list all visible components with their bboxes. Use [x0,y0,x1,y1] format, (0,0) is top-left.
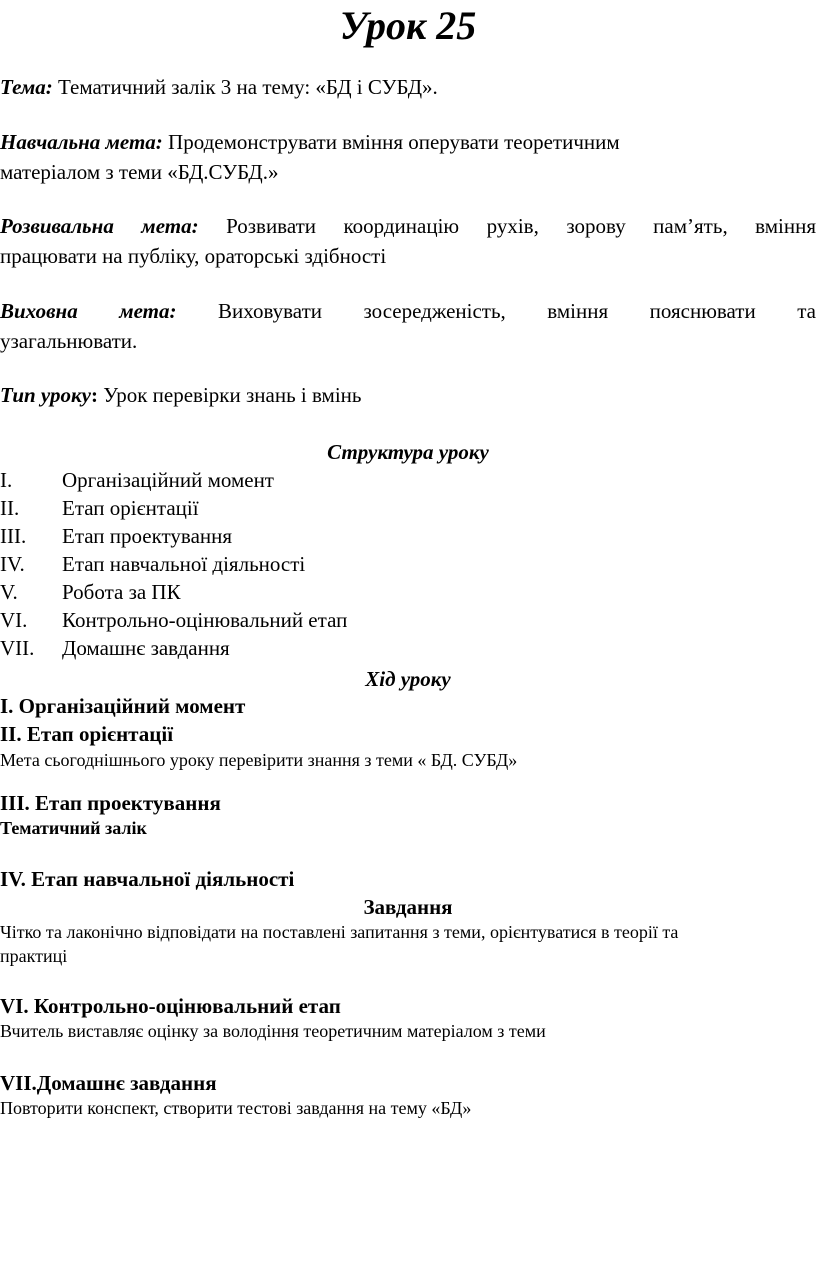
developmental-goal-line1 [0,211,816,241]
section-homework-text: Повторити конспект, створити тестові завдання на тему «БД» [0,1098,472,1118]
section-orientation: II. Етап орієнтації [0,722,174,746]
lesson-type-line [0,380,816,410]
structure-item [0,634,230,662]
section-design-text: Тематичний залік [0,818,147,838]
section-assessment-text: Вчитель виставляє оцінку за володіння теоретичним матеріалом з теми [0,1021,546,1041]
structure-item-text: Контрольно-оцінювальний етап [62,608,348,632]
upbringing-goal-line2: узагальнювати. [0,329,138,353]
task-text-line2: практиці [0,946,68,966]
structure-item [0,578,181,606]
lesson-type-text: Урок перевірки знань і вмінь [103,383,362,407]
structure-item-text: Домашнє завдання [62,636,230,660]
task-heading: Завдання [363,895,453,919]
upbringing-goal-text: Виховувати зосередженість, вміння пояснювати та [218,299,816,323]
lesson-type-label: Тип уроку [0,383,91,407]
task-text-line1: Чітко та лаконічно відповідати на поставлені запитання з теми, орієнтуватися в теорії та [0,922,679,942]
lesson-title: Урок 25 [339,3,477,48]
developmental-goal-text: Розвивати координацію рухів, зорову пам’ять, вміння [226,214,816,238]
educational-goal-line1 [0,127,816,157]
upbringing-goal-label: Виховна мета: [0,299,177,323]
structure-item [0,550,305,578]
section-homework: VII.Домашнє завдання [0,1071,217,1095]
developmental-goal-label: Розвивальна мета: [0,214,199,238]
structure-item-number: II. [0,496,20,520]
developmental-goal-line2: працювати на публіку, ораторські здібності [0,244,387,268]
educational-goal-text: Продемонструвати вміння оперувати теоретичним [168,130,620,154]
section-assessment: VI. Контрольно-оцінювальний етап [0,994,341,1018]
structure-item [0,466,274,494]
structure-item-number: IV. [0,552,25,576]
structure-heading: Структура уроку [327,440,489,464]
topic-text: Тематичний залік 3 на тему: «БД і СУБД». [58,75,438,99]
structure-item [0,522,232,550]
section-orientation-text: Мета сьогоднішнього уроку перевірити знання з теми « БД. СУБД» [0,750,518,770]
structure-item [0,606,347,634]
structure-item-number: V. [0,580,18,604]
topic-line [0,72,816,102]
course-heading: Хід уроку [365,667,451,691]
developmental-goal [0,211,816,271]
structure-item-text: Етап проектування [62,524,233,548]
upbringing-goal [0,296,816,356]
structure-item-text: Етап навчальної діяльності [62,552,306,576]
structure-item-number: III. [0,524,27,548]
structure-item-text: Робота за ПК [62,580,181,604]
educational-goal-label: Навчальна мета: [0,130,163,154]
educational-goal [0,127,816,187]
structure-item-number: VI. [0,608,28,632]
section-design: III. Етап проектування [0,791,221,815]
structure-item [0,494,199,522]
structure-item-text: Організаційний момент [62,468,274,492]
upbringing-goal-line1 [0,296,816,326]
lesson-type-colon: : [90,383,98,407]
structure-item-text: Етап орієнтації [62,496,199,520]
section-organizational: I. Організаційний момент [0,694,246,718]
topic-label: Тема: [0,75,53,99]
educational-goal-line2: матеріалом з теми «БД.СУБД.» [0,160,279,184]
structure-item-number: VII. [0,636,35,660]
section-learning-activity: IV. Етап навчальної діяльності [0,867,295,891]
structure-item-number: I. [0,468,13,492]
